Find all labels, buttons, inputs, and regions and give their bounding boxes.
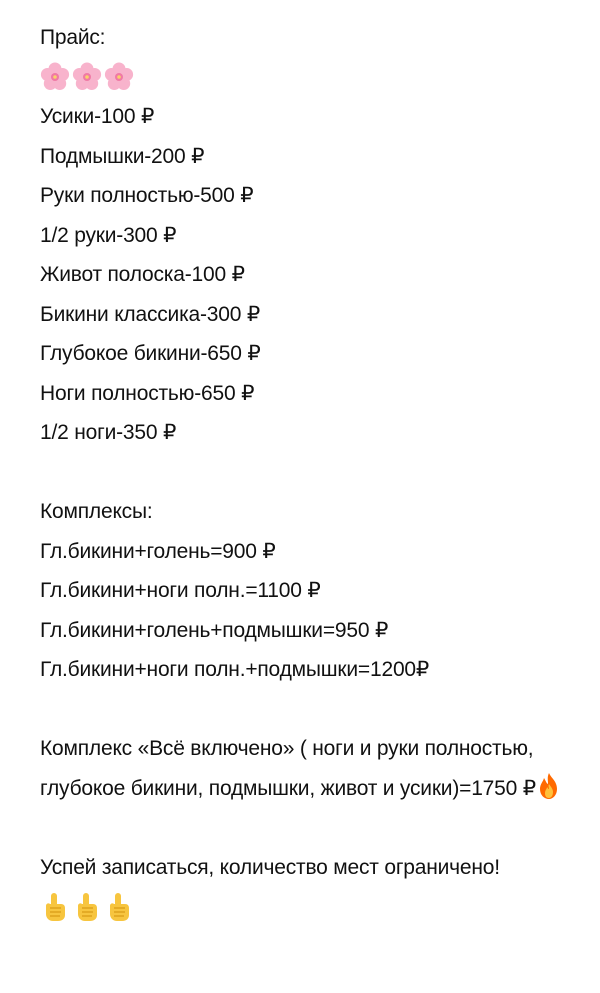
cherry-blossom-icon: [40, 62, 70, 92]
complex-item: Гл.бикини+голень=900 ₽: [40, 539, 276, 563]
cherry-blossom-icon: [104, 62, 134, 92]
price-item: Глубокое бикини-650 ₽: [40, 342, 261, 365]
price-item: Подмышки-200 ₽: [40, 144, 205, 168]
pointing-up-hand-icon: [72, 891, 102, 923]
cherry-blossom-icon: [72, 62, 102, 92]
all-inclusive-text: Комплекс «Всё включено» ( ноги и руки полностью, глубокое бикини, подмышки, живот и усики)=1750 ₽: [40, 737, 536, 800]
all-inclusive-offer: [40, 729, 585, 808]
price-item: 1/2 руки-300 ₽: [40, 223, 177, 247]
price-list: [40, 18, 585, 927]
spacer: [40, 808, 585, 848]
blossom-emoji-row: [40, 58, 585, 98]
pointing-up-hand-icon: [40, 891, 70, 923]
price-item: Усики-100 ₽: [40, 105, 155, 128]
spacer: [40, 453, 585, 493]
price-title: Прайс:: [40, 26, 106, 49]
price-item: Ноги полностью-650 ₽: [40, 381, 255, 405]
complex-item: Гл.бикини+голень+подмышки=950 ₽: [40, 618, 389, 642]
call-to-action: Успей записаться, количество мест ограничено!: [40, 855, 500, 879]
complex-item: Гл.бикини+ноги полн.+подмышки=1200₽: [40, 658, 430, 681]
complexes-title: Комплексы:: [40, 500, 153, 523]
complex-item: Гл.бикини+ноги полн.=1100 ₽: [40, 579, 321, 602]
price-item: 1/2 ноги-350 ₽: [40, 421, 177, 444]
price-item: Руки полностью-500 ₽: [40, 184, 254, 207]
fire-icon: [536, 772, 562, 800]
price-item: Бикини классика-300 ₽: [40, 302, 261, 326]
price-item: Живот полоска-100 ₽: [40, 263, 245, 286]
spacer: [40, 690, 585, 730]
pointing-up-hand-icon: [104, 891, 134, 923]
pointing-hands-row: [40, 887, 585, 927]
